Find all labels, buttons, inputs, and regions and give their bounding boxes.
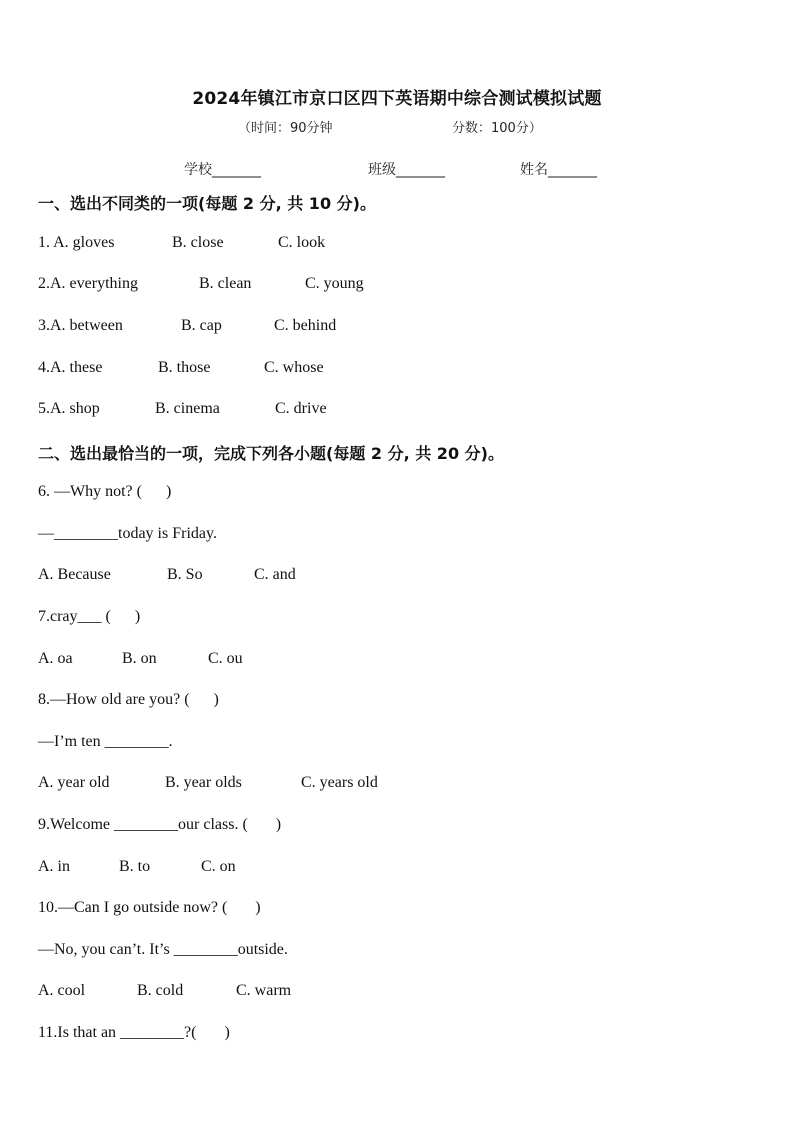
question-3-option-a: 3.A. between [38,317,123,334]
question-8-option-c: C. years old [301,774,378,791]
question-9-option-c: C. on [201,858,236,875]
question-8-option-a: A. year old [38,774,110,791]
exam-time: （时间：90分钟 [238,121,333,136]
question-7-option-c: C. ou [208,650,243,667]
question-6-stem: 6. —Why not? ( ) [38,483,172,500]
question-6-option-c: C. and [254,566,296,583]
question-8-answer: —I’m ten ________. [38,733,173,750]
question-4-option-b: B. those [158,359,211,376]
name-field: 姓名_______ [520,162,597,178]
question-10-option-c: C. warm [236,982,292,999]
page-title: 2024年镇江市京口区四下英语期中综合测试模拟试题 [192,89,602,109]
question-7-option-b: B. on [122,650,157,667]
question-1-option-a: 1. A. gloves [38,234,115,251]
question-2-option-c: C. young [305,275,364,292]
question-10-option-b: B. cold [137,982,184,999]
section-2-heading: 二、选出最恰当的一项，完成下列各小题(每题 2 分, 共 20 分)。 [38,444,504,463]
question-9-option-a: A. in [38,858,70,875]
question-7-stem: 7.cray___ ( ) [38,608,141,625]
question-1-option-b: B. close [172,234,224,251]
exam-score: 分数：100分） [452,121,542,136]
question-5-option-b: B. cinema [155,400,220,417]
question-5-option-a: 5.A. shop [38,400,100,417]
question-8-option-b: B. year olds [165,774,242,791]
question-4-option-c: C. whose [264,359,324,376]
question-2-option-b: B. clean [199,275,252,292]
question-10-stem: 10.—Can I go outside now? ( ) [38,899,261,916]
question-9-stem: 9.Welcome ________our class. ( ) [38,816,282,833]
question-7-option-a: A. oa [38,650,73,667]
question-6-answer: —________today is Friday. [38,525,217,542]
question-8-stem: 8.—How old are you? ( ) [38,691,219,708]
question-9-option-b: B. to [119,858,151,875]
question-10-option-a: A. cool [38,982,86,999]
question-4-option-a: 4.A. these [38,359,103,376]
question-2-option-a: 2.A. everything [38,275,138,292]
question-3-option-c: C. behind [274,317,337,334]
question-3-option-b: B. cap [181,317,222,334]
class-field: 班级_______ [368,162,445,178]
school-field: 学校_______ [184,162,261,178]
question-1-option-c: C. look [278,234,326,251]
question-5-option-c: C. drive [275,400,327,417]
question-10-answer: —No, you can’t. It’s ________outside. [38,941,288,958]
question-11-stem: 11.Is that an ________?( ) [38,1024,230,1041]
section-1-heading: 一、选出不同类的一项(每题 2 分, 共 10 分)。 [38,194,376,213]
question-6-option-a: A. Because [38,566,111,583]
question-6-option-b: B. So [167,566,203,583]
